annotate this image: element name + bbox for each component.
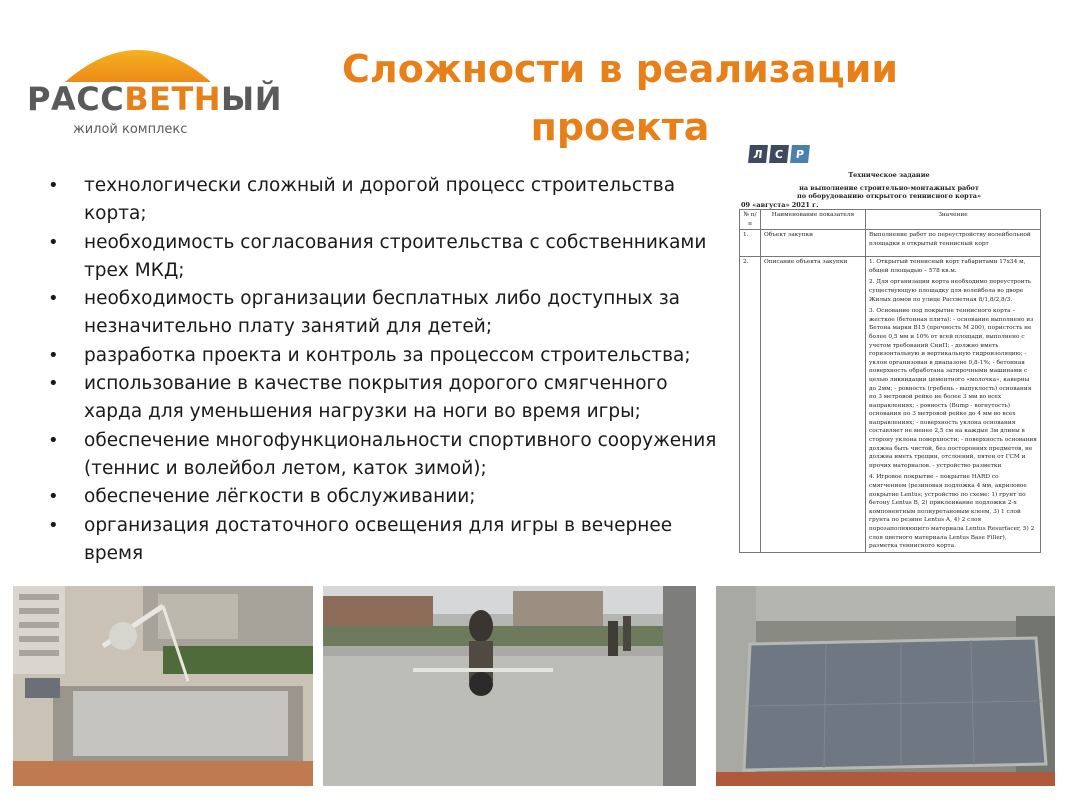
- list-item: • необходимость согласования строительства с собственниками трех МКД;: [48, 231, 707, 281]
- doc-heading: Техническое задание: [848, 171, 930, 179]
- doc-heading: по оборудованию открытого теннисного корта»: [796, 192, 982, 200]
- table-cell: Описание объекта закупки: [761, 257, 866, 553]
- list-item: • обеспечение лёгкости в обслуживании;: [48, 486, 476, 508]
- list-item: • обеспечение многофункциональности спортивного сооружения (теннис и волейбол летом, каток зимой);: [48, 429, 717, 479]
- table-row: [740, 230, 1041, 257]
- title-line-1: Сложности в реализации: [342, 47, 898, 91]
- table-cell: 2.: [740, 257, 761, 553]
- table-cell: Объект закупки: [761, 230, 866, 257]
- list-item: • организация достаточного освещения для игры в вечернее время: [48, 514, 673, 564]
- doc-heading: на выполнение строительно-монтажных работ: [799, 184, 979, 192]
- technical-specification-document: [735, 143, 1043, 550]
- table-header-cell: № п/п: [740, 210, 761, 230]
- table-cell: Выполнение работ по переустройству волейбольной площадки в открытый теннисный корт: [866, 230, 1041, 257]
- table-row: [740, 257, 1041, 553]
- page-title: [335, 40, 905, 156]
- logo-subtitle: жилой комплекс: [73, 122, 188, 137]
- sunrise-icon: [63, 38, 213, 86]
- construction-photo-finished-court: [716, 586, 1055, 786]
- construction-photo-concrete-finishing: [323, 586, 696, 786]
- construction-photo-concrete-pump: [13, 586, 313, 786]
- table-header-row: [740, 210, 1041, 230]
- list-item: • необходимость организации бесплатных либо доступных за незначительно плату занятий для детей;: [48, 288, 681, 338]
- logo-wordmark: РАССВЕТНЫЙ: [27, 80, 282, 118]
- table-cell: 1. Открытый теннисный корт габаритами 17х34 м, общей площадью – 578 кв.м. 2. Для организации корта необходимо переустроить существующую площадку для волейбола во дворе Жилых домов по улице Рассветная 8/1,8/2,8/3. 3. Основание под покрытие теннисного корта – жесткое (бетонная плита): - основание выполнено из Бетона марки В15 (прочность М 200), пористость не более 0,5 мм и 10% от всей площади, выполнено с учетом требований СниП; - должно иметь горизонтальную и вертикальную гидроизоляцию; - уклон организован в диапазоне 0,8-1%; - бетонная поверхность обработана затирочными машинами с целью ликвидации цементного «молочка», каверны до 2мм; - ровность (гребень - выпуклость) основания по 3 метровой рейке не более 3 мм во всех направлениях; - ровность (Bump - вогнутость) основания по 3 метровой рейке до 4 мм во всех направлениях; - поверхность уклона основания составляет не менее 2,5 см на каждые 3м длины в сторону уклона поверхности; - поверхность основания должна быть чистой, без посторонних предметов, не должна иметь трещин, отслоений, пятен от ГСМ и прочих материалов. - устройство разметки 4. Игровое покрытие – покрытие HARD со смягчением (резиновая подложка 4 мм, акриловое покрытие Lentus; устройство по схеме: 1) грунт по бетону Lentus B, 2) приклеивание подложки 2-х компонентным полиуретановым клеем, 3) 1 слой грунта по резине Lentus A, 4) 2 слоя порозаполняющего материала Lentus Resurfacer, 5) 2 слоя цветного материала Lentus Base Filler), разметка теннисного корта.: [866, 257, 1041, 553]
- lsr-logo: Л С Р: [749, 145, 809, 163]
- doc-table: [739, 209, 1041, 553]
- list-item: • использование в качестве покрытия дорогого смягченного харда для уменьшения нагрузки на ноги во время игры;: [48, 373, 668, 423]
- logo: [25, 38, 282, 143]
- list-item: • разработка проекта и контроль за процессом строительства;: [48, 344, 691, 366]
- table-header-cell: Наименование показателя: [761, 210, 866, 230]
- doc-date: 09 «августа» 2021 г.: [741, 201, 819, 209]
- list-item: • технологически сложный и дорогой процесс строительства корта;: [48, 175, 676, 225]
- table-header-cell: Значение: [866, 210, 1041, 230]
- table-cell: 1.: [740, 230, 761, 257]
- title-line-2: проекта: [530, 105, 710, 149]
- challenges-list: [40, 172, 730, 568]
